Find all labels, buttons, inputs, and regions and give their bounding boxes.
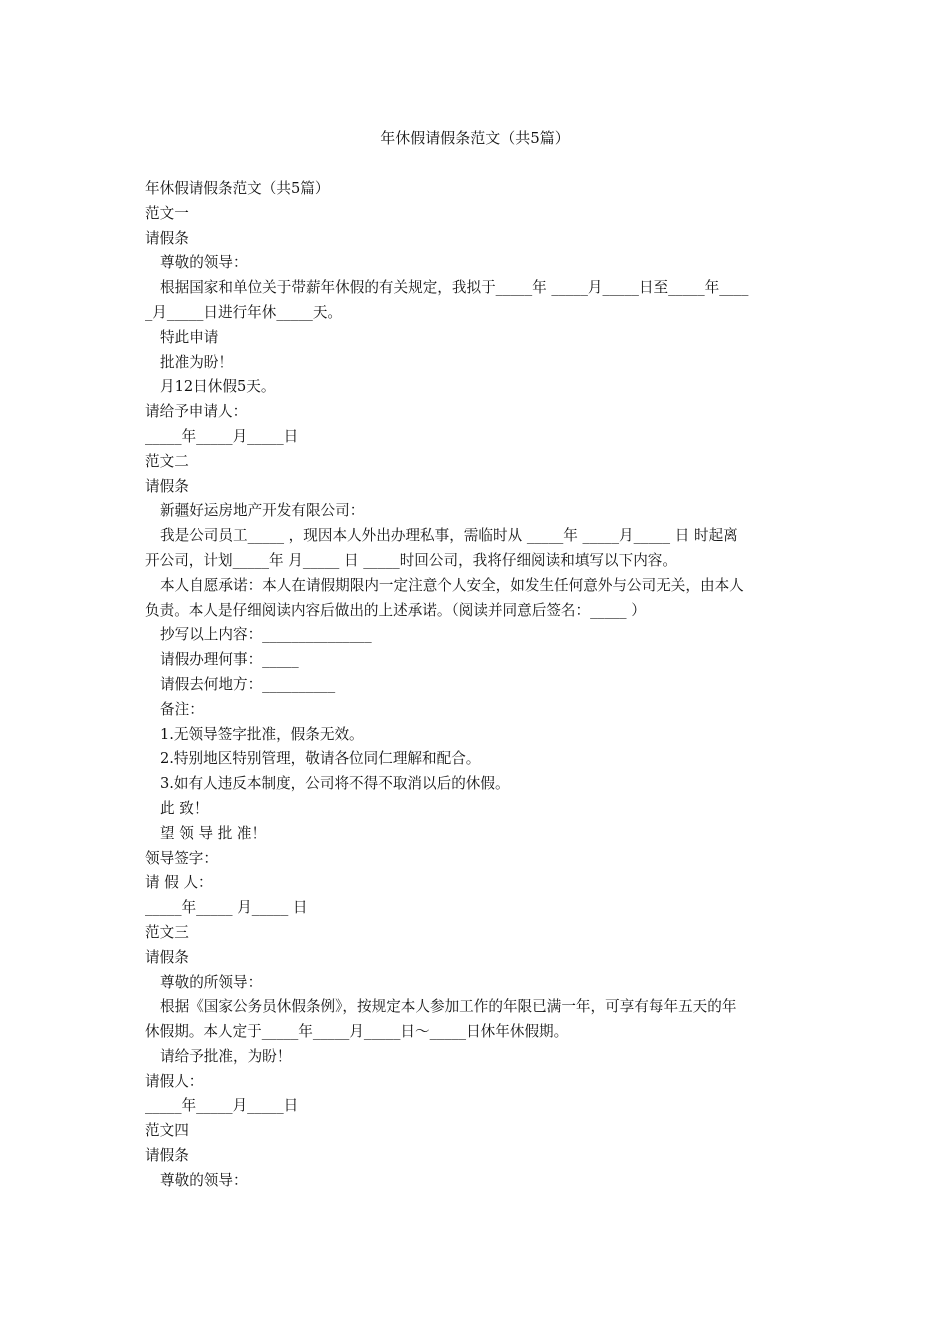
document-line: 休假期。本人定于_____年_____月_____日～_____日休年休假期。 <box>145 1023 569 1041</box>
document-line: 范文二 <box>145 452 189 470</box>
document-line: 望 领 导 批 准！ <box>160 824 267 842</box>
document-line: _月_____日进行年休_____天。 <box>145 303 343 321</box>
document-line: 年休假请假条范文（共5篇） <box>145 180 330 197</box>
document-line: 尊敬的所领导： <box>160 973 263 991</box>
document-line: 请给予批准，为盼！ <box>160 1047 292 1065</box>
document-line: 范文一 <box>145 204 189 222</box>
document-line: 备注： <box>160 700 204 718</box>
document-body <box>145 177 810 1194</box>
document-line: 本人自愿承诺：本人在请假期限内一定注意个人安全，如发生任何意外与公司无关，由本人 <box>160 576 744 594</box>
document-line: 请假条 <box>145 1147 189 1165</box>
document-line: 请假条 <box>145 948 189 966</box>
document-line: 3.如有人违反本制度，公司将不得不取消以后的休假。 <box>160 775 510 793</box>
document-line: 批准为盼！ <box>160 353 233 371</box>
document-line: 范文三 <box>145 923 189 941</box>
document-line: 请给予申请人： <box>145 403 248 421</box>
document-line: 请假人： <box>145 1072 204 1090</box>
document-line: 根据《国家公务员休假条例》，按规定本人参加工作的年限已满一年，可享有每年五天的年 <box>160 998 737 1016</box>
document-line: 请假条 <box>145 477 189 495</box>
document-line: 领导签字： <box>145 849 218 867</box>
document-line: 请假去何地方：__________ <box>160 675 336 693</box>
document-line: _____年_____ 月_____ 日 <box>145 899 308 917</box>
document-line: 尊敬的领导： <box>160 1171 248 1189</box>
document-line: 月12日休假5天。 <box>160 378 276 396</box>
document-line: 根据国家和单位关于带薪年休假的有关规定，我拟于_____年 _____月_____日至_____年____ <box>160 279 749 297</box>
document-line: 请假条 <box>145 229 189 247</box>
document-line: _____年_____月_____日 <box>145 1097 299 1115</box>
document-line: 范文四 <box>145 1122 189 1140</box>
document-line: 1.无领导签字批准，假条无效。 <box>160 725 364 743</box>
document-line: 尊敬的领导： <box>160 254 248 272</box>
document-line: 请 假 人： <box>145 874 213 892</box>
document-line: 抄写以上内容：_______________ <box>160 626 372 644</box>
document-line: 开公司，计划_____年 月_____ 日 _____时回公司，我将仔细阅读和填写以下内容。 <box>145 551 677 569</box>
document-title: 年休假请假条范文（共5篇） <box>380 129 570 147</box>
document-line: 请假办理何事：_____ <box>160 651 299 669</box>
document-line: 特此申请 <box>160 328 219 346</box>
document-line: 2.特别地区特别管理，敬请各位同仁理解和配合。 <box>160 750 481 768</box>
document-line: _____年_____月_____日 <box>145 427 299 445</box>
document-line: 负责。本人是仔细阅读内容后做出的上述承诺。（阅读并同意后签名：_____ ） <box>145 601 646 619</box>
document-line: 新疆好运房地产开发有限公司： <box>160 502 365 520</box>
document-line: 此 致！ <box>160 799 209 817</box>
document-line: 我是公司员工_____ ，现因本人外出办理私事，需临时从 _____年 _____月_____ 日 时起离 <box>160 527 738 545</box>
